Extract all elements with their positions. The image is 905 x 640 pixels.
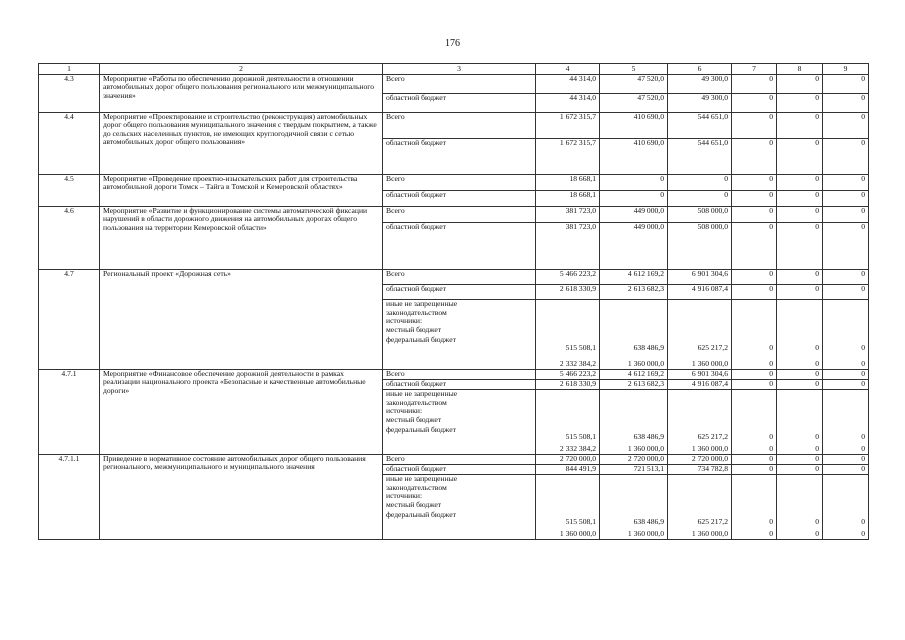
regional-value-cell: 0: [823, 465, 869, 475]
federal-value: 0: [861, 359, 865, 369]
total-value-cell: 0: [777, 455, 823, 465]
local-value: 515 508,1: [565, 342, 596, 352]
other-sources-value-cell: [600, 390, 668, 455]
local-value: 638 486,9: [633, 431, 664, 441]
regional-value-cell: 18 668,1: [536, 191, 600, 207]
regional-value-cell: 0: [732, 465, 777, 475]
other-sources-value-cell: [823, 390, 869, 455]
regional-value-cell: 49 300,0: [668, 94, 732, 113]
header-cell: 1: [39, 64, 100, 75]
local-value: 625 217,2: [697, 516, 728, 526]
total-value-cell: 410 690,0: [600, 113, 668, 139]
row-name: Мероприятие «Проектирование и строительство (реконструкция) автомобильных дорог общего пользования муниципального значения с твердым покрытием, а также до сельских населенных пунктов, не имеющих круглогодичной связи с сетью автомобильных дорог общего пользования»: [100, 113, 383, 175]
other-sources-value-cell: [823, 300, 869, 370]
regional-value-cell: 4 916 087,4: [668, 380, 732, 390]
header-cell: 9: [823, 64, 869, 75]
regional-value-cell: 0: [777, 285, 823, 300]
header-row: [39, 64, 869, 75]
header-cell: 6: [668, 64, 732, 75]
regional-value-cell: 0: [777, 380, 823, 390]
other-sources-value-cell: [536, 300, 600, 370]
other-sources-value-cell: [600, 475, 668, 540]
regional-value-cell: 0: [732, 285, 777, 300]
header-cell: 3: [383, 64, 536, 75]
source-label-total: Всего: [383, 455, 536, 465]
regional-value-cell: 844 491,9: [536, 465, 600, 475]
row-name: Мероприятие «Проведение проектно-изыскательских работ для строительства автомобильной дороги Томск – Тайга в Томской и Кемеровской областях»: [100, 175, 383, 207]
total-value-cell: 0: [777, 113, 823, 139]
source-label-other: иные не запрещенные законодательством источники:: [386, 474, 458, 501]
total-value-cell: 2 720 000,0: [600, 455, 668, 465]
total-value-cell: 6 901 304,6: [668, 270, 732, 285]
source-label-cell: [383, 300, 536, 370]
local-value: 0: [815, 431, 819, 441]
other-sources-value-cell: [777, 300, 823, 370]
source-label-cell: [383, 390, 536, 455]
other-sources-value-cell: [536, 475, 600, 540]
source-label-federal: федеральный бюджет: [386, 510, 456, 520]
total-value-cell: 0: [823, 455, 869, 465]
local-value: 515 508,1: [565, 431, 596, 441]
total-value-cell: 381 723,0: [536, 207, 600, 223]
regional-value-cell: 2 618 330,9: [536, 285, 600, 300]
total-value-cell: 5 466 223,2: [536, 370, 600, 380]
source-label-federal: федеральный бюджет: [386, 335, 456, 345]
other-sources-value-cell: [668, 390, 732, 455]
federal-value: 0: [815, 359, 819, 369]
regional-value-cell: 0: [732, 139, 777, 175]
source-label-other: иные не запрещенные законодательством источники:: [386, 299, 458, 326]
regional-value-cell: 0: [823, 285, 869, 300]
table-row: [39, 455, 869, 465]
header-cell: 4: [536, 64, 600, 75]
federal-value: 0: [769, 444, 773, 454]
regional-value-cell: 410 690,0: [600, 139, 668, 175]
total-value-cell: 0: [732, 175, 777, 191]
total-value-cell: 47 520,0: [600, 75, 668, 94]
total-value-cell: 0: [823, 207, 869, 223]
regional-value-cell: 0: [600, 191, 668, 207]
regional-value-cell: 0: [777, 139, 823, 175]
table-row: [39, 75, 869, 94]
source-label-regional: областной бюджет: [383, 380, 536, 390]
table-row: [39, 113, 869, 139]
total-value-cell: 0: [777, 207, 823, 223]
regional-value-cell: 508 000,0: [668, 223, 732, 270]
source-label-local: местный бюджет: [386, 324, 442, 334]
federal-value: 2 332 384,2: [559, 359, 596, 369]
federal-value: 1 360 000,0: [627, 444, 664, 454]
other-sources-value-cell: [668, 300, 732, 370]
total-value-cell: 0: [823, 113, 869, 139]
other-sources-value-cell: [732, 300, 777, 370]
table-row: [39, 175, 869, 191]
local-value: 0: [815, 342, 819, 352]
row-name: Приведение в нормативное состояние автомобильных дорог общего пользования регионального, межмуниципального и муниципального значения: [100, 455, 383, 540]
table-row: [39, 207, 869, 223]
row-name: Мероприятие «Развитие и функционирование системы автоматической фиксации нарушений в области дорожного движения на автомобильных дорогах общего пользования на территории Кемеровской области»: [100, 207, 383, 270]
total-value-cell: 0: [732, 113, 777, 139]
regional-value-cell: 1 672 315,7: [536, 139, 600, 175]
regional-value-cell: 721 513,1: [600, 465, 668, 475]
total-value-cell: 49 300,0: [668, 75, 732, 94]
total-value-cell: 544 651,0: [668, 113, 732, 139]
row-code: 4.6: [39, 207, 100, 270]
row-code: 4.4: [39, 113, 100, 175]
regional-value-cell: 47 520,0: [600, 94, 668, 113]
federal-value: 1 360 000,0: [559, 529, 596, 539]
table-row: [39, 270, 869, 285]
local-value: 0: [861, 431, 865, 441]
total-value-cell: 0: [823, 370, 869, 380]
total-value-cell: 4 612 169,2: [600, 270, 668, 285]
total-value-cell: 0: [668, 175, 732, 191]
source-label-regional: областной бюджет: [383, 191, 536, 207]
total-value-cell: 0: [732, 370, 777, 380]
federal-value: 1 360 000,0: [627, 359, 664, 369]
regional-value-cell: 381 723,0: [536, 223, 600, 270]
regional-value-cell: 0: [732, 223, 777, 270]
row-name: Мероприятие «Финансовое обеспечение дорожной деятельности в рамках реализации национального проекта «Безопасные и качественные автомобильные дороги»: [100, 370, 383, 455]
regional-value-cell: 2 613 682,3: [600, 285, 668, 300]
local-value: 515 508,1: [565, 516, 596, 526]
other-sources-value-cell: [732, 475, 777, 540]
local-value: 0: [861, 342, 865, 352]
source-label-regional: областной бюджет: [383, 285, 536, 300]
local-value: 0: [861, 516, 865, 526]
local-value: 625 217,2: [697, 342, 728, 352]
source-label-total: Всего: [383, 270, 536, 285]
total-value-cell: 18 668,1: [536, 175, 600, 191]
regional-value-cell: 0: [732, 191, 777, 207]
total-value-cell: 6 901 304,6: [668, 370, 732, 380]
other-sources-value-cell: [732, 390, 777, 455]
source-label-cell: [383, 475, 536, 540]
total-value-cell: 4 612 169,2: [600, 370, 668, 380]
total-value-cell: 0: [777, 175, 823, 191]
header-cell: 2: [100, 64, 383, 75]
regional-value-cell: 0: [823, 139, 869, 175]
other-sources-value-cell: [823, 475, 869, 540]
total-value-cell: 1 672 315,7: [536, 113, 600, 139]
local-value: 638 486,9: [633, 342, 664, 352]
source-label-regional: областной бюджет: [383, 465, 536, 475]
row-code: 4.7: [39, 270, 100, 370]
source-label-total: Всего: [383, 75, 536, 94]
federal-value: 0: [815, 529, 819, 539]
other-sources-value-cell: [777, 390, 823, 455]
budget-table: [38, 63, 869, 540]
total-value-cell: 0: [732, 455, 777, 465]
local-value: 0: [769, 431, 773, 441]
row-name: Региональный проект «Дорожная сеть»: [100, 270, 383, 370]
row-code: 4.5: [39, 175, 100, 207]
total-value-cell: 0: [732, 207, 777, 223]
federal-value: 1 360 000,0: [691, 359, 728, 369]
regional-value-cell: 0: [823, 191, 869, 207]
other-sources-value-cell: [536, 390, 600, 455]
source-label-regional: областной бюджет: [383, 94, 536, 113]
federal-value: 0: [861, 444, 865, 454]
local-value: 0: [815, 516, 819, 526]
total-value-cell: 0: [777, 270, 823, 285]
total-value-cell: 2 720 000,0: [536, 455, 600, 465]
regional-value-cell: 0: [823, 223, 869, 270]
source-label-total: Всего: [383, 207, 536, 223]
source-label-regional: областной бюджет: [383, 139, 536, 175]
federal-value: 2 332 384,2: [559, 444, 596, 454]
regional-value-cell: 0: [777, 94, 823, 113]
source-label-total: Всего: [383, 175, 536, 191]
row-name: Мероприятие «Работы по обеспечению дорожной деятельности в отношении автомобильных дорог общего пользования регионального или межмуниципального значения»: [100, 75, 383, 113]
row-code: 4.3: [39, 75, 100, 113]
total-value-cell: 0: [732, 75, 777, 94]
header-cell: 5: [600, 64, 668, 75]
page-number: 176: [445, 38, 460, 49]
source-label-other: иные не запрещенные законодательством источники:: [386, 389, 458, 416]
regional-value-cell: 734 782,8: [668, 465, 732, 475]
regional-value-cell: 0: [732, 380, 777, 390]
total-value-cell: 0: [777, 75, 823, 94]
other-sources-value-cell: [668, 475, 732, 540]
total-value-cell: 44 314,0: [536, 75, 600, 94]
source-label-total: Всего: [383, 370, 536, 380]
source-label-total: Всего: [383, 113, 536, 139]
row-code: 4.7.1: [39, 370, 100, 455]
total-value-cell: 0: [823, 175, 869, 191]
total-value-cell: 0: [823, 270, 869, 285]
regional-value-cell: 0: [777, 465, 823, 475]
total-value-cell: 0: [777, 370, 823, 380]
table-row: [39, 370, 869, 380]
local-value: 0: [769, 342, 773, 352]
source-label-regional: областной бюджет: [383, 223, 536, 270]
regional-value-cell: 0: [777, 223, 823, 270]
regional-value-cell: 2 618 330,9: [536, 380, 600, 390]
other-sources-value-cell: [777, 475, 823, 540]
regional-value-cell: 0: [668, 191, 732, 207]
federal-value: 1 360 000,0: [691, 529, 728, 539]
total-value-cell: 0: [600, 175, 668, 191]
source-label-federal: федеральный бюджет: [386, 425, 456, 435]
regional-value-cell: 0: [823, 380, 869, 390]
local-value: 638 486,9: [633, 516, 664, 526]
regional-value-cell: 0: [777, 191, 823, 207]
federal-value: 0: [861, 529, 865, 539]
total-value-cell: 0: [823, 75, 869, 94]
total-value-cell: 2 720 000,0: [668, 455, 732, 465]
header-cell: 7: [732, 64, 777, 75]
federal-value: 0: [769, 359, 773, 369]
total-value-cell: 0: [732, 270, 777, 285]
total-value-cell: 508 000,0: [668, 207, 732, 223]
federal-value: 1 360 000,0: [691, 444, 728, 454]
regional-value-cell: 449 000,0: [600, 223, 668, 270]
row-code: 4.7.1.1: [39, 455, 100, 540]
regional-value-cell: 44 314,0: [536, 94, 600, 113]
header-cell: 8: [777, 64, 823, 75]
total-value-cell: 5 466 223,2: [536, 270, 600, 285]
regional-value-cell: 0: [823, 94, 869, 113]
federal-value: 0: [769, 529, 773, 539]
total-value-cell: 449 000,0: [600, 207, 668, 223]
other-sources-value-cell: [600, 300, 668, 370]
source-label-local: местный бюджет: [386, 499, 442, 509]
regional-value-cell: 544 651,0: [668, 139, 732, 175]
federal-value: 1 360 000,0: [627, 529, 664, 539]
regional-value-cell: 2 613 682,3: [600, 380, 668, 390]
regional-value-cell: 4 916 087,4: [668, 285, 732, 300]
regional-value-cell: 0: [732, 94, 777, 113]
local-value: 625 217,2: [697, 431, 728, 441]
federal-value: 0: [815, 444, 819, 454]
source-label-local: местный бюджет: [386, 414, 442, 424]
local-value: 0: [769, 516, 773, 526]
